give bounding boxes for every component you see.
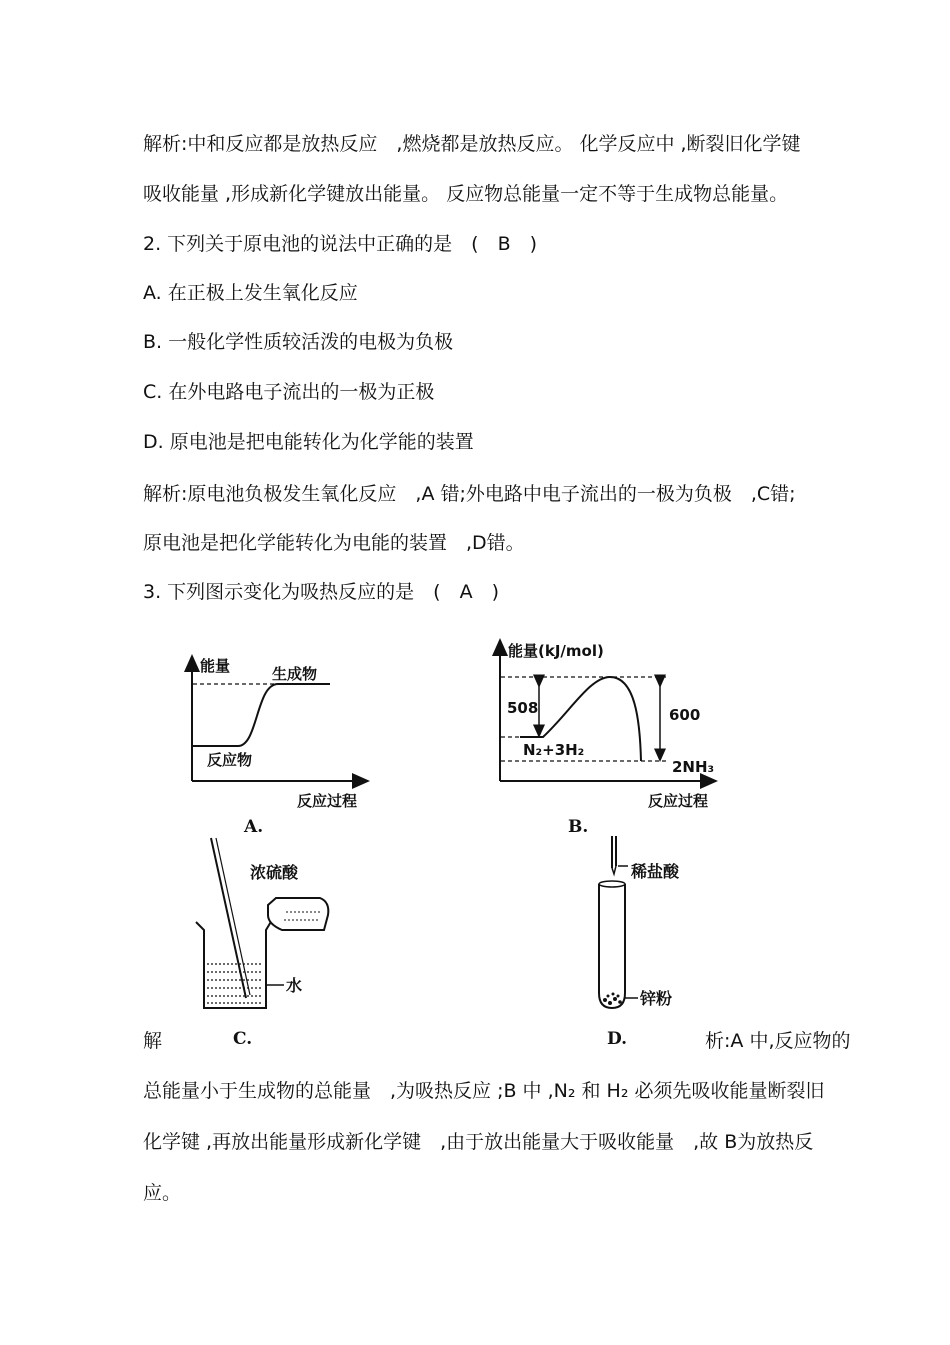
- fig-a-energy-curve: [193, 684, 330, 746]
- q2-stem: 2. 下列关于原电池的说法中正确的是 ( B ): [143, 233, 538, 255]
- fig-b-reactant-label: N₂+3H₂: [523, 741, 585, 759]
- fig-c-acid-label: 浓硫酸: [250, 863, 299, 882]
- q2-option-d: D. 原电池是把电能转化为化学能的装置: [143, 431, 474, 453]
- fig-a-x-label: 反应过程: [297, 792, 358, 810]
- q3-analysis-line2: 总能量小于生成物的总能量 ,为吸热反应 ;B 中 ,N₂ 和 H₂ 必须先吸收能量断裂旧: [143, 1080, 825, 1102]
- fig-a-y-label: 能量: [200, 657, 231, 675]
- q3-analysis-line3: 化学键 ,再放出能量形成新化学键 ,由于放出能量大于吸收能量 ,故 B为放热反: [143, 1131, 814, 1153]
- q3-analysis-start: 解: [143, 1030, 163, 1052]
- q2-analysis-line1: 解析:原电池负极发生氧化反应 ,A 错;外电路中电子流出的一极为负极 ,C错;: [143, 483, 796, 505]
- figure-a-energy-diagram: [192, 657, 362, 837]
- q2-analysis-line2: 原电池是把化学能转化为电能的装置 ,D错。: [143, 532, 525, 554]
- fig-b-x-label: 反应过程: [648, 792, 709, 810]
- fig-c-water-label: 水: [286, 976, 303, 995]
- fig-c-water: [206, 962, 264, 1006]
- fig-d-solid-label: 锌粉: [640, 989, 673, 1008]
- q1-analysis-line2: 吸收能量 ,形成新化学键放出能量。 反应物总能量一定不等于生成物总能量。: [143, 183, 789, 205]
- fig-d-tube-outline: [599, 884, 625, 1008]
- q2-option-b: B. 一般化学性质较活泼的电极为负极: [143, 331, 454, 353]
- q3-stem: 3. 下列图示变化为吸热反应的是 ( A ): [143, 581, 499, 603]
- fig-c-acid-bottle: [268, 898, 328, 930]
- fig-b-tag: B.: [568, 817, 589, 837]
- figure-b-energy-diagram: [500, 642, 714, 837]
- q3-analysis-line4: 应。: [143, 1182, 182, 1204]
- q1-analysis-line1: 解析:中和反应都是放热反应 ,燃烧都是放热反应。 化学反应中 ,断裂旧化学键: [143, 133, 801, 155]
- fig-d-zinc-powder: [603, 993, 622, 1006]
- q2-option-c: C. 在外电路电子流出的一极为正极: [143, 381, 435, 403]
- fig-d-acid-label: 稀盐酸: [631, 862, 680, 881]
- figure-c-beaker: [196, 838, 328, 1049]
- fig-b-y-label: 能量(kJ/mol): [508, 642, 604, 660]
- fig-a-tag: A.: [244, 817, 264, 837]
- fig-d-tag: D.: [607, 1029, 628, 1049]
- fig-b-value-508: 508: [507, 699, 539, 717]
- figure-d-test-tube: [599, 836, 680, 1049]
- fig-a-product-label: 生成物: [272, 665, 318, 683]
- fig-b-product-label: 2NH₃: [672, 758, 715, 776]
- q3-analysis-line1-right: 析:A 中,反应物的: [705, 1030, 851, 1052]
- fig-a-reactant-label: 反应物: [207, 751, 253, 769]
- fig-c-tag: C.: [233, 1029, 253, 1049]
- q2-option-a: A. 在正极上发生氧化反应: [143, 282, 358, 304]
- fig-d-tube-mouth: [599, 881, 625, 887]
- fig-b-value-600: 600: [669, 706, 701, 724]
